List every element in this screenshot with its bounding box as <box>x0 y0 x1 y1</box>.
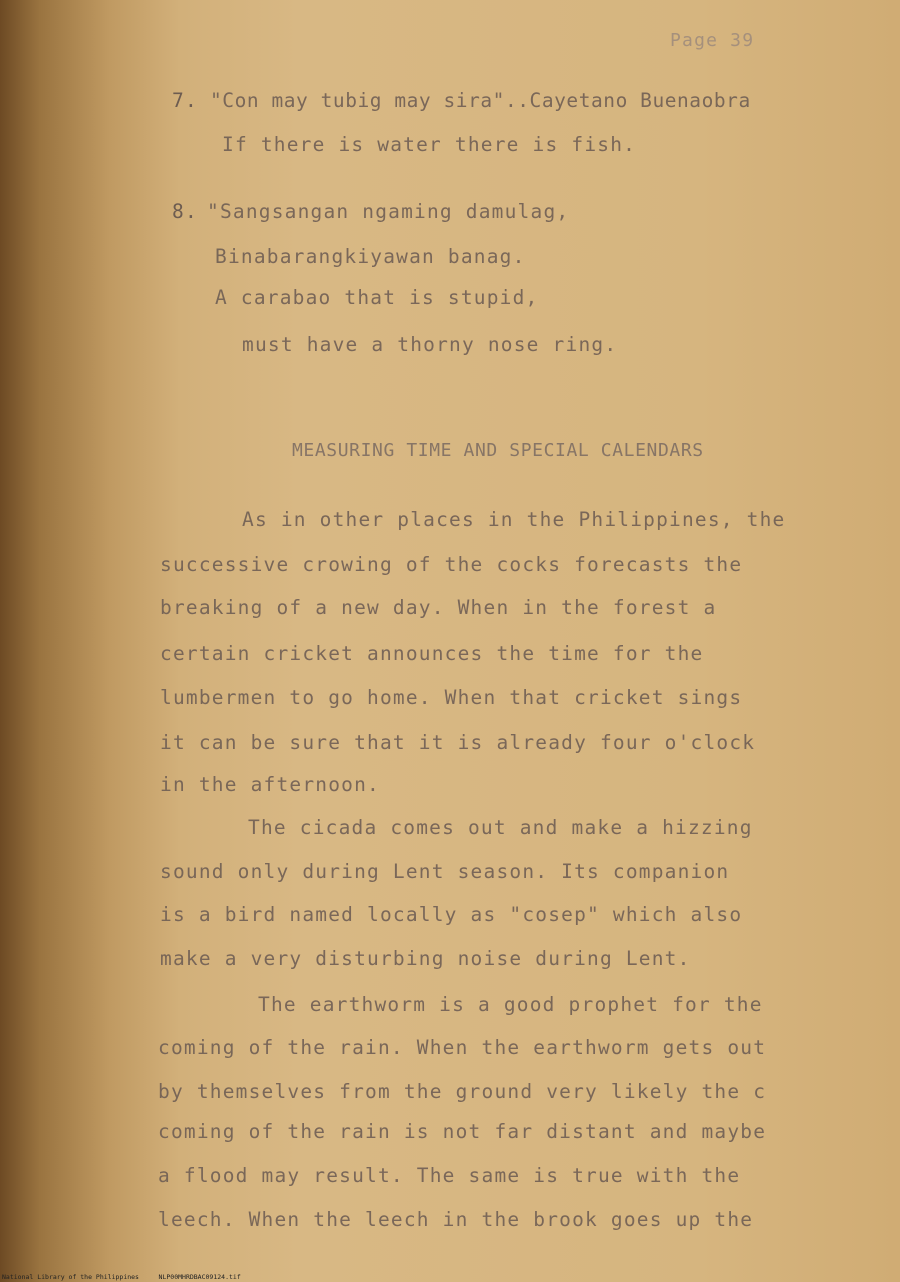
paragraph-line: The earthworm is a good prophet for the <box>258 993 763 1016</box>
paragraph-line: successive crowing of the cocks forecasts the <box>160 553 743 576</box>
paragraph-line: leech. When the leech in the brook goes up the <box>158 1208 754 1231</box>
paragraph-line: sound only during Lent season. Its companion <box>160 860 730 883</box>
proverb-8-line-3: A carabao that is stupid, <box>215 286 539 309</box>
section-title: MEASURING TIME AND SPECIAL CALENDARS <box>292 440 704 461</box>
paragraph-line: by themselves from the ground very likely the c <box>158 1080 767 1103</box>
page-number: Page 39 <box>670 30 755 51</box>
paragraph-line: a flood may result. The same is true with the <box>158 1164 741 1187</box>
paragraph-line: in the afternoon. <box>160 773 380 796</box>
footer-caption <box>2 1273 241 1281</box>
paragraph-line: The cicada comes out and make a hizzing <box>248 816 753 839</box>
paragraph-line: is a bird named locally as "cosep" which also <box>160 903 743 926</box>
proverb-8-number: 8. <box>172 200 198 223</box>
paragraph-line: it can be sure that it is already four o'clock <box>160 731 756 754</box>
footer-file: NLP00MHRDBAC09124.tif <box>158 1273 241 1281</box>
proverb-8-line-1: "Sangsangan ngaming damulag, <box>207 200 570 223</box>
proverb-7-translation: If there is water there is fish. <box>222 133 637 156</box>
proverb-7-text: "Con may tubig may sira"..Cayetano Buenaobra <box>210 89 751 112</box>
proverb-7-number: 7. <box>172 89 198 112</box>
proverb-8-line-2: Binabarangkiyawan banag. <box>215 245 526 268</box>
paragraph-line: coming of the rain. When the earthworm gets out <box>158 1036 767 1059</box>
paragraph-line: certain cricket announces the time for the <box>160 642 704 665</box>
paragraph-line: As in other places in the Philippines, the <box>242 508 786 531</box>
paragraph-line: lumbermen to go home. When that cricket sings <box>160 686 743 709</box>
footer-library: National Library of the Philippines <box>2 1273 139 1281</box>
paragraph-line: breaking of a new day. When in the forest a <box>160 596 717 619</box>
paragraph-line: make a very disturbing noise during Lent. <box>160 947 691 970</box>
proverb-8-line-4: must have a thorny nose ring. <box>242 333 618 356</box>
paragraph-line: coming of the rain is not far distant and maybe <box>158 1120 767 1143</box>
